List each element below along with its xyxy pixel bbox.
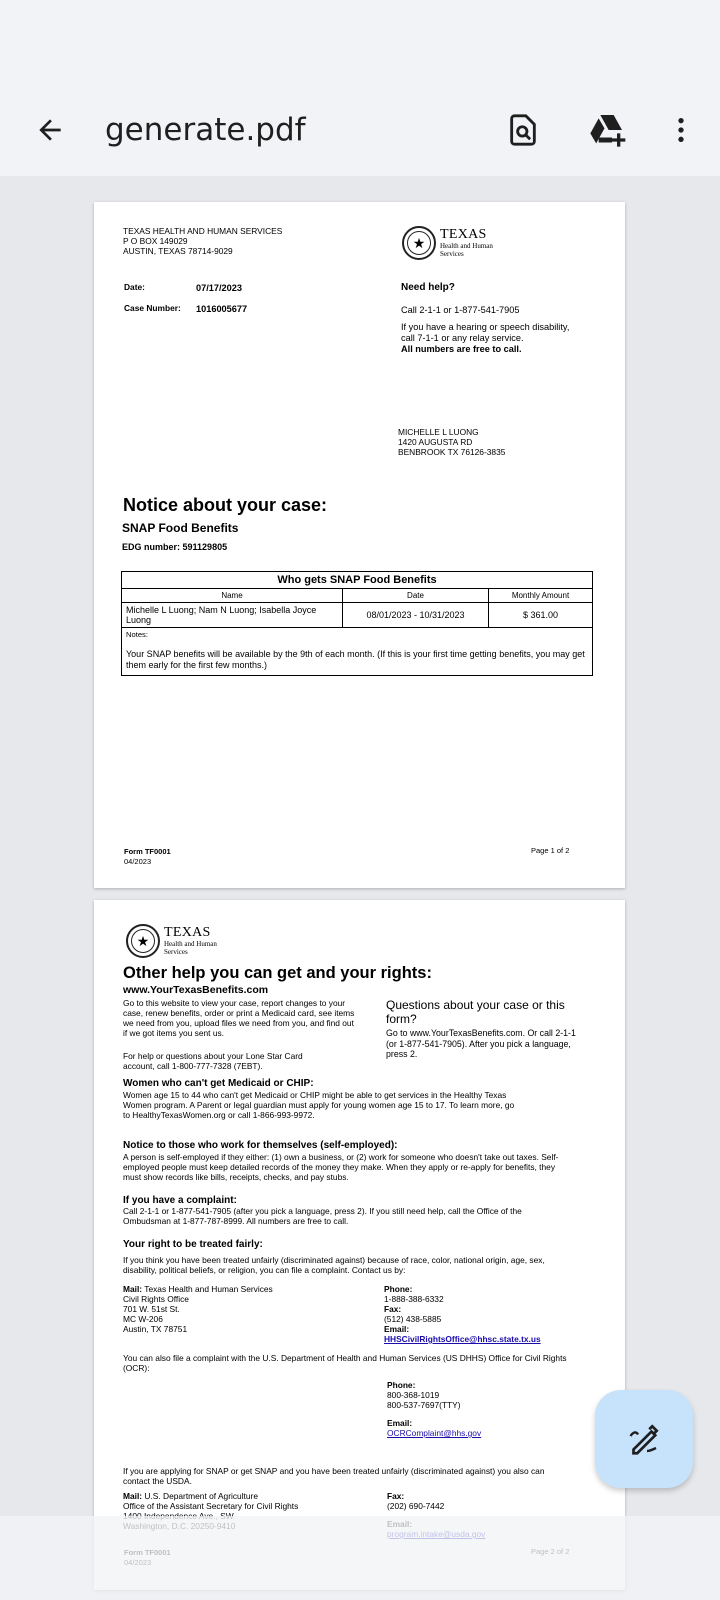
help-line: All numbers are free to call. (401, 344, 522, 354)
logo-text: TEXAS (440, 227, 487, 242)
email-link[interactable]: OCRComplaint@hhs.gov (387, 1428, 482, 1438)
sender-line: P O BOX 149029 (123, 236, 188, 246)
questions-text: Go to www.YourTexasBenefits.com. Or call 2-1-1 (or 1-877-541-7905). After you pick a language, press 2. (386, 1028, 576, 1059)
help-line: If you have a hearing or speech disability, (401, 322, 570, 332)
phone-value: 1-888-388-6332 (384, 1294, 444, 1304)
logo-subtext: Health and Human (440, 242, 493, 250)
program-name: SNAP Food Benefits (122, 521, 239, 535)
find-in-document-button[interactable] (499, 106, 547, 154)
case-number-label: Case Number: (124, 303, 181, 313)
notes-text: Your SNAP benefits will be available by the 9th of each month. (If this is your first time getting benefits, you may get them early for the first few months.) (126, 649, 585, 670)
recipient-line: BENBROOK TX 76126-3835 (398, 447, 506, 457)
bottom-navigation-scrim (0, 1516, 720, 1600)
logo-subtext: Health and Human (164, 940, 217, 948)
document-title: generate.pdf (105, 112, 306, 148)
notes-label: Notes: (126, 630, 148, 639)
hhs-ocr-text: You can also file a complaint with the U.S. Department of Health and Human Services (US DHHS) Office for Civil Rights (OCR): (123, 1353, 567, 1373)
table-cell: 08/01/2023 - 10/31/2023 (343, 603, 489, 628)
edg-label: EDG number: (122, 542, 181, 552)
column-header: Date (343, 589, 489, 603)
help-line: Call 2-1-1 or 1-877-541-7905 (401, 305, 520, 315)
women-title: Women who can't get Medicaid or CHIP: (123, 1078, 314, 1089)
help-line: call 7-1-1 or any relay service. (401, 333, 524, 343)
website-title: www.YourTexasBenefits.com (123, 984, 269, 996)
questions-title: Questions about your case or this form? (386, 998, 565, 1026)
document-search-icon (506, 113, 540, 147)
mail-line: Civil Rights Office (123, 1294, 189, 1304)
help-title: Need help? (401, 282, 455, 293)
recipient-address (398, 427, 505, 457)
fair-treatment-title: Your right to be treated fairly: (123, 1239, 263, 1250)
logo-subtext: Services (164, 948, 188, 956)
fax-label: Fax: (387, 1491, 405, 1501)
phone-label: Phone: (384, 1284, 413, 1294)
recipient-line: MICHELLE L LUONG (398, 427, 479, 437)
pdf-page-2 (94, 900, 625, 1590)
logo-subtext: Services (440, 250, 464, 258)
phone-label: Phone: (387, 1380, 416, 1390)
column-header: Name (122, 589, 343, 603)
back-button[interactable] (26, 106, 74, 154)
phone-value: 800-537-7697(TTY) (387, 1400, 461, 1410)
mail-line: 701 W. 51st St. (123, 1304, 180, 1314)
sender-line: AUSTIN, TEXAS 78714-9029 (123, 246, 233, 256)
form-id: Form TF0001 (124, 847, 171, 856)
column-header: Monthly Amount (489, 589, 593, 603)
annotate-fab[interactable] (595, 1390, 693, 1488)
save-to-drive-button[interactable] (583, 106, 631, 154)
more-vert-icon (665, 114, 697, 146)
logo-text: TEXAS (164, 925, 211, 940)
edg-number (122, 542, 227, 552)
complaint-title: If you have a complaint: (123, 1195, 237, 1206)
page-number: Page 1 of 2 (531, 846, 570, 855)
table-cell: $ 361.00 (489, 603, 593, 628)
usda-text: If you are applying for SNAP or get SNAP and you have been treated unfairly (discriminated against) you also can contact the USDA. (123, 1466, 545, 1486)
table-title: Who gets SNAP Food Benefits (122, 572, 593, 589)
email-label: Email: (384, 1324, 410, 1334)
case-number-value: 1016005677 (196, 304, 248, 314)
drive-add-icon (587, 110, 627, 150)
texas-seal-icon: ★ (402, 226, 436, 260)
pdf-viewer[interactable] (0, 176, 720, 1600)
phone-value: 800-368-1019 (387, 1390, 440, 1400)
ocr-contact (387, 1380, 481, 1438)
more-options-button[interactable] (657, 106, 705, 154)
texas-seal-icon: ★ (126, 924, 160, 958)
date-label: Date: (124, 282, 145, 292)
lonestar-text: For help or questions about your Lone Star Card account, call 1-800-777-7328 (7EBT). (123, 1051, 303, 1071)
mail-line: MC W-206 (123, 1314, 163, 1324)
mail-line: Texas Health and Human Services (144, 1284, 273, 1294)
hhs-logo (126, 924, 217, 958)
recipient-line: 1420 AUGUSTA RD (398, 437, 473, 447)
rights-heading: Other help you can get and your rights: (123, 964, 432, 982)
complaint-text: Call 2-1-1 or 1-877-541-7905 (after you pick a language, press 2). If you still need help, call the Office of the Ombudsman at 1-877-787-8999. All numbers are free to call. (123, 1206, 522, 1226)
form-date: 04/2023 (124, 857, 152, 866)
self-employed-text: A person is self-employed if they either: (1) own a business, or (2) work for someone who doesn't take out taxes. Self-employed people must keep detailed records of the money they make. When they apply or re-apply for benefits, they must show records like bills, receipts, checks, and pay stubs. (123, 1152, 559, 1182)
notice-title: Notice about your case: (123, 495, 328, 515)
edg-value: 591129805 (182, 542, 228, 552)
email-label: Email: (387, 1418, 413, 1428)
notes-cell (122, 628, 593, 676)
status-bar (0, 0, 720, 84)
contact-details (384, 1284, 541, 1344)
email-link[interactable]: HHSCivilRightsOffice@hhsc.state.tx.us (384, 1334, 541, 1344)
mail-line: Austin, TX 78751 (123, 1324, 188, 1334)
fax-label: Fax: (384, 1304, 402, 1314)
mail-line: Office of the Assistant Secretary for Civil Rights (123, 1501, 299, 1511)
pdf-page-1 (94, 202, 625, 888)
edit-pen-icon (626, 1421, 662, 1457)
self-employed-title: Notice to those who work for themselves (self-employed): (123, 1140, 398, 1151)
mail-address (123, 1284, 273, 1334)
fax-value: (202) 690-7442 (387, 1501, 445, 1511)
fax-value: (512) 438-5885 (384, 1314, 442, 1324)
women-text: Women age 15 to 44 who can't get Medicaid or CHIP might be able to get services in the Healthy Texas Women program. A Parent or legal guardian must apply for young women age 15 to 17. To learn more, go to HealthyTexasWomen.org or call 1-866-993-9972. (123, 1090, 515, 1120)
arrow-left-icon (34, 114, 66, 146)
mail-label: Mail: (123, 1284, 143, 1294)
sender-line: TEXAS HEALTH AND HUMAN SERVICES (123, 226, 283, 236)
snap-benefits-table (121, 571, 593, 676)
hhs-logo (402, 226, 493, 260)
mail-line: U.S. Department of Agriculture (144, 1491, 258, 1501)
sender-address (123, 226, 282, 256)
mail-label: Mail: (123, 1491, 143, 1501)
top-app-bar (0, 84, 720, 176)
website-text: Go to this website to view your case, report changes to your case, renew benefits, order or print a Medicaid card, see items we need from you, upload files we need from you, and find out if we got items you sent us. (123, 998, 355, 1038)
fair-treatment-text: If you think you have been treated unfairly (discriminated against) because of race, color, national origin, age, sex, disability, political beliefs, or religion, you can file a complaint. Contact us by: (123, 1255, 545, 1275)
date-value: 07/17/2023 (196, 283, 242, 293)
table-cell: Michelle L Luong; Nam N Luong; Isabella Joyce Luong (122, 603, 343, 628)
